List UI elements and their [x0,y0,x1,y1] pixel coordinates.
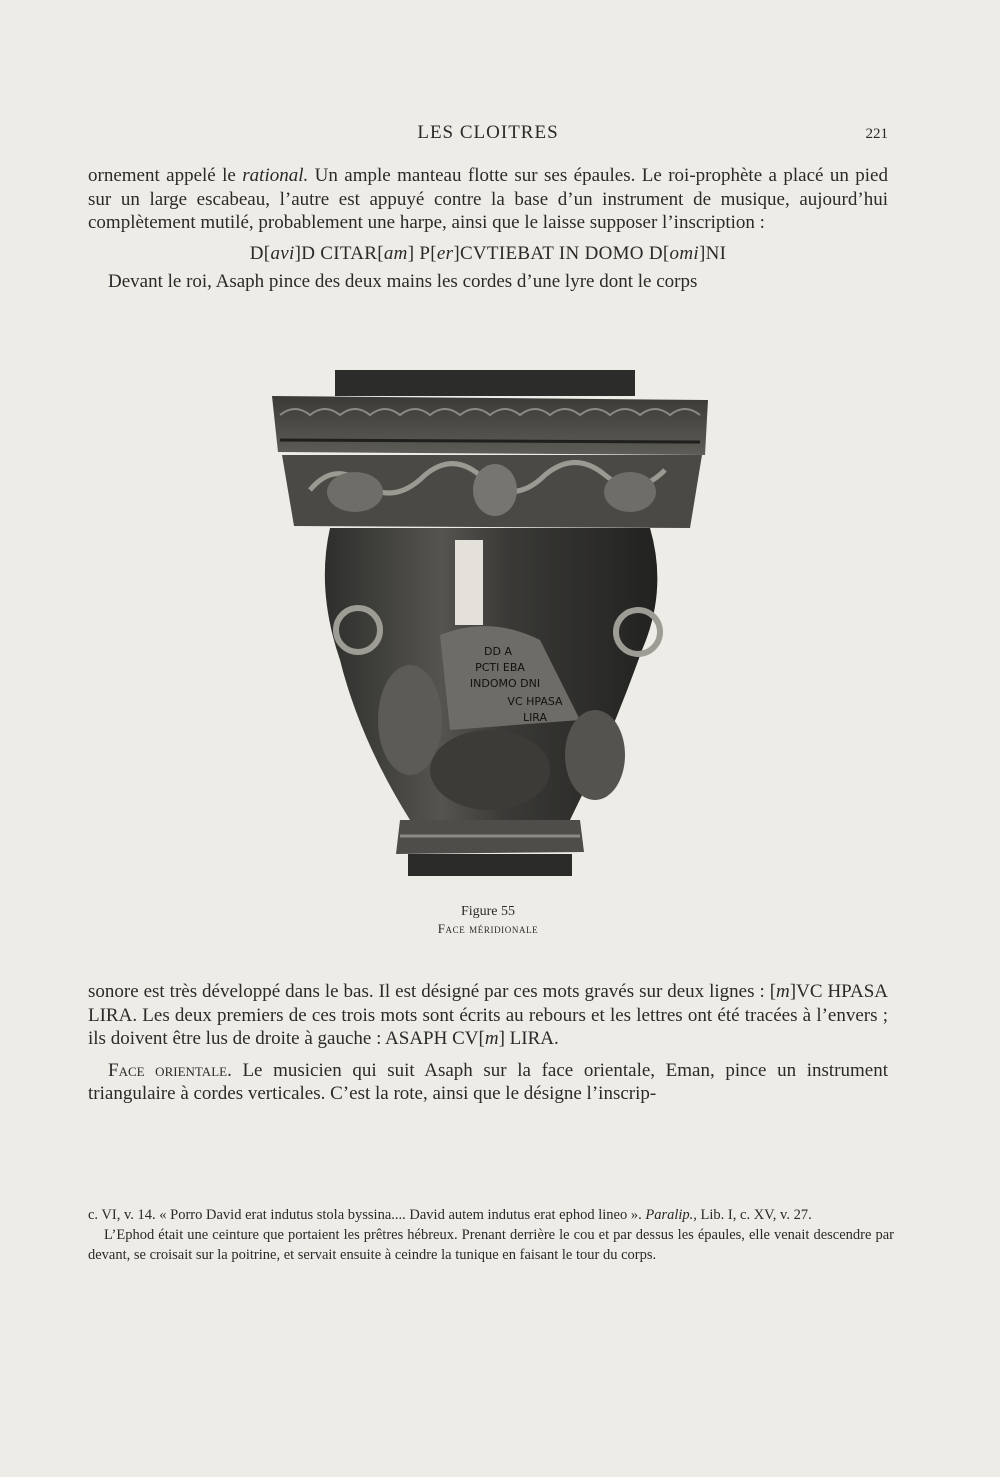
text-run: sonore est très développé dans le bas. Il est désigné par ces mots gravés sur deux lignes : [ [88,981,777,1002]
inscription-part: D[ [249,242,271,264]
section-label: Face orientale. [108,1059,232,1081]
footnote-2: L’Ephod était une ceinture que portaient les prêtres hébreux. Prenant derrière le cou et par dessus les épaules, elle venait descendre par devant, se croisait sur la poitrine, et servait ensuite à ceindre la tunique en faisant le tour du corps. [88,1227,894,1263]
abacus-edge [280,440,700,442]
italic-reference: Paralip., [645,1207,697,1223]
inscription-expansion: am [383,242,408,264]
carved-line: DD A [484,645,512,658]
text-run: c. VI, v. 14. « Porro David erat indutus stola byssina.... David autem indutus erat ephod lineo ». [88,1207,646,1223]
frieze-creature-right [604,472,656,512]
capital-base [408,854,572,876]
running-title: LES CLOITRES [417,122,559,143]
text-run: Lib. I, c. XV, v. 27. [696,1207,812,1223]
bell-highlight [455,540,483,625]
text-run: ] LIRA. [498,1028,559,1049]
italic-term: rational. [242,165,309,186]
carved-line: PCTI EBA [475,661,525,674]
abacus [272,396,708,455]
inscription-line [88,242,888,266]
frieze-creature-left [327,472,383,512]
inscription-part: ]D CITAR[ [294,242,384,264]
paragraph-asaph: Devant le roi, Asaph pince des deux mains les cordes d’une lyre dont le corps [108,271,698,292]
capital-photograph [250,360,730,900]
carved-line: LIRA [522,711,548,724]
inscription-part: ] P[ [407,242,437,264]
carved-line: VC HPASA [507,695,563,708]
text-run: Le musicien qui suit Asaph sur la face orientale, Eman, pince un instrument triangulaire à cordes verticales. C’est la rote, ainsi que le désigne l’inscrip- [88,1059,888,1104]
figure-caption [88,903,888,937]
paragraph-rational [88,164,888,235]
footnote-1 [88,1205,894,1225]
carved-figure-center [430,730,550,810]
paragraph-lira [88,980,888,1051]
italic-expansion: m [484,1028,499,1049]
capital-illustration [250,360,730,900]
figure-number: Figure 55 [460,904,516,919]
inscription-part: ]NI [698,242,727,264]
inscription-expansion: er [436,242,454,264]
inscription-part: ]CVTIEBAT IN DOMO D[ [453,242,670,264]
italic-expansion: m [776,981,790,1002]
inscription-expansion: avi [270,242,295,264]
top-block [335,370,635,396]
paragraph-face-orientale [88,1059,888,1106]
footnotes [88,1205,894,1265]
running-header [88,122,888,148]
lower-text-block [88,980,888,1106]
frieze-creature-center [473,464,517,516]
carved-figure-right [565,710,625,800]
text-run: Un ample manteau flotte sur ses épaules. Le roi-prophète a placé un pied sur un large escabeau, l’autre est appuyé contre la base d’un instrument de musique, aujourd’hui complètement mutilé, probablement une harpe, ainsi que le laisse supposer l’inscription : [88,165,888,233]
text-run: ornement appelé le [88,165,243,186]
figure-title: Face méridionale [437,921,539,936]
page-number: 221 [865,126,888,142]
carved-line: INDOMO DNI [469,677,541,690]
inscription-expansion: omi [669,242,699,264]
carved-figure-left [378,665,442,775]
text-run: ]VC HPASA LIRA. Les deux premiers de ces trois mots sont écrits au rebours et les lettres ont été tracées à l’envers ; ils doivent être lus de droite à gauche : ASAPH CV[ [88,981,888,1049]
upper-text-block [88,164,888,294]
